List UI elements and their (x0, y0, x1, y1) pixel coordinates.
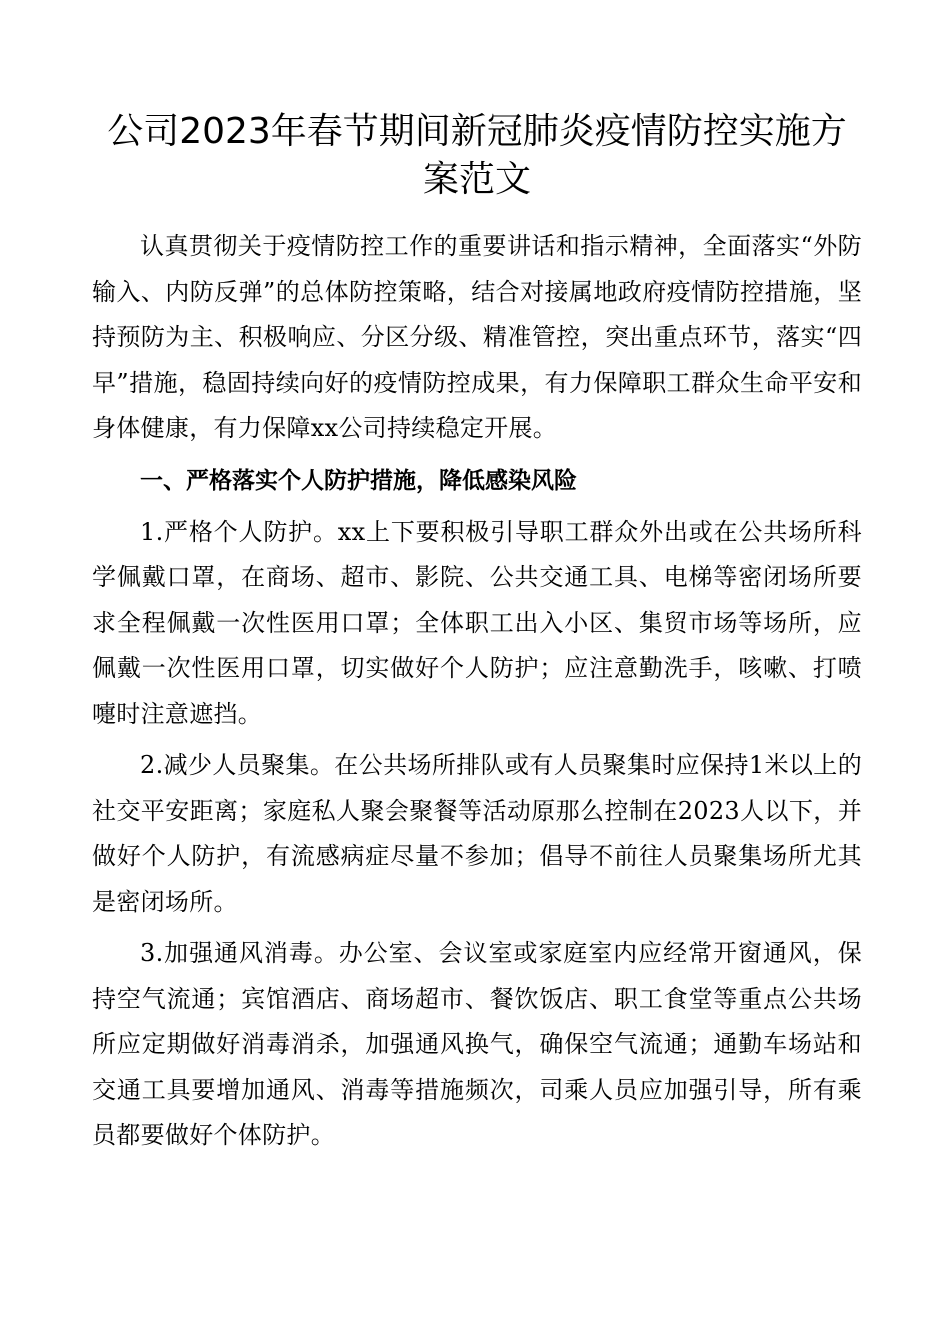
document-page (92, 108, 862, 1165)
item-paragraph-2: 2.减少人员聚集。在公共场所排队或有人员聚集时应保持1米以上的社交平安距离；家庭私人聚会聚餐等活动原那么控制在2023人以下，并做好个人防护，有流感病症尽量不参加；倡导不前往人员聚集场所尤其是密闭场所。 (92, 751, 862, 916)
item-paragraph-3: 3.加强通风消毒。办公室、会议室或家庭室内应经常开窗通风，保持空气流通；宾馆酒店、商场超市、餐饮饭店、职工食堂等重点公共场所应定期做好消毒消杀，加强通风换气，确保空气流通；通勤车场站和交通工具要增加通风、消毒等措施频次，司乘人员应加强引导，所有乘员都要做好个体防护。 (92, 939, 862, 1149)
item-paragraph-1: 1.严格个人防护。xx上下要积极引导职工群众外出或在公共场所科学佩戴口罩，在商场、超市、影院、公共交通工具、电梯等密闭场所要求全程佩戴一次性医用口罩；全体职工出入小区、集贸市场等场所，应佩戴一次性医用口罩，切实做好个人防护；应注意勤洗手，咳嗽、打喷嚏时注意遮挡。 (92, 517, 862, 728)
intro-paragraph: 认真贯彻关于疫情防控工作的重要讲话和指示精神，全面落实“外防输入、内防反弹”的总体防控策略，结合对接属地政府疫情防控措施，坚持预防为主、积极响应、分区分级、精准管控，突出重点环节，落实“四早”措施，稳固持续向好的疫情防控成果，有力保障职工群众生命平安和身体健康，有力保障xx公司持续稳定开展。 (92, 232, 862, 442)
document-title: 公司2023年春节期间新冠肺炎疫情防控实施方案范文 (107, 111, 847, 200)
section-heading-1: 一、严格落实个人防护措施，降低感染风险 (140, 467, 577, 494)
